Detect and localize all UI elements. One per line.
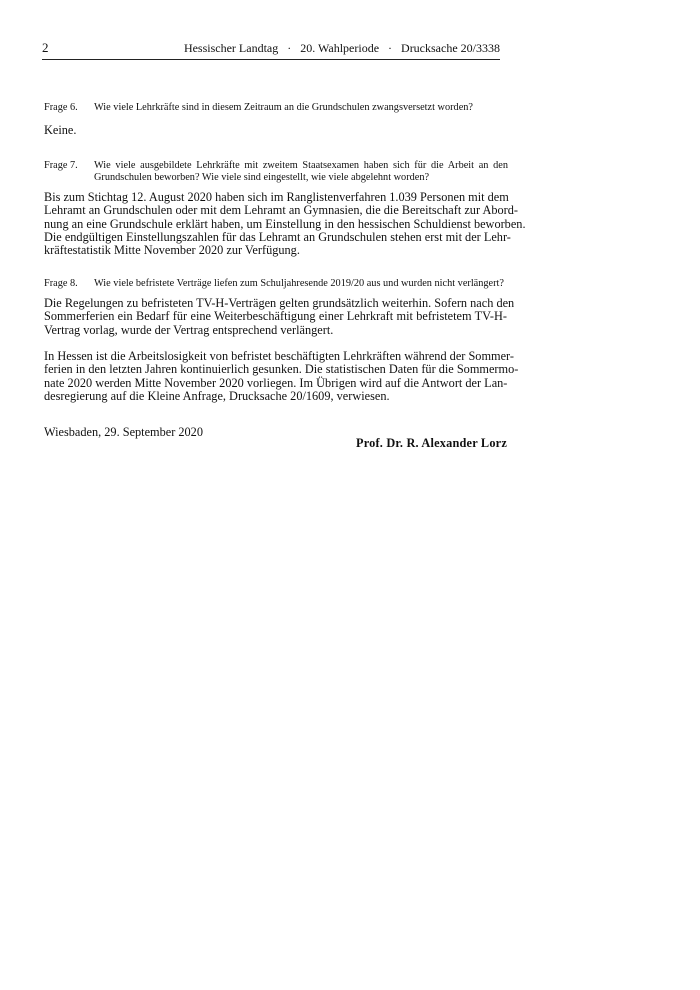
answer-line: nung an eine Grundschule erklärt haben, um Einstellung in den hessischen Schuldienst beworben. bbox=[44, 216, 526, 231]
answer-7 bbox=[44, 190, 526, 258]
place-date: Wiesbaden, 29. September 2020 bbox=[44, 425, 203, 439]
answer-line: nate 2020 werden Mitte November 2020 vorliegen. Im Übrigen wird auf die Antwort der Lan- bbox=[44, 375, 508, 390]
answer-line: In Hessen ist die Arbeitslosigkeit von befristet beschäftigten Lehrkräften während der Sommer- bbox=[44, 349, 514, 363]
answer-line: Lehramt an Grundschulen oder mit dem Lehramt an Gymnasien, die die Bereitschaft zur Abord- bbox=[44, 203, 518, 218]
running-title: Hessischer Landtag · 20. Wahlperiode · Drucksache 20/3338 bbox=[183, 41, 500, 55]
page-header bbox=[42, 41, 500, 60]
answer-line: desregierung auf die Kleine Anfrage, Drucksache 20/1609, verwiesen. bbox=[44, 388, 390, 403]
question-text: Wie viele ausgebildete Lehrkräfte mit zweitem Staatsexamen haben sich für die Arbeit an den Grundschulen beworben? Wie viele sind eingestellt, wie viele abgelehnt worden? bbox=[94, 160, 508, 183]
question-7 bbox=[44, 160, 508, 184]
answer-line: ferien in den letzten Jahren kontinuierlich gesunken. Die statistischen Daten für die Sommermo- bbox=[44, 362, 519, 377]
answer-line: kräftestatistik Mitte November 2020 zur Verfügung. bbox=[44, 243, 300, 258]
question-text: Wie viele befristete Verträge liefen zum Schuljahresende 2019/20 aus und wurden nicht verlängert? bbox=[94, 278, 504, 289]
question-8 bbox=[44, 278, 508, 290]
answer-line: Die endgültigen Einstellungszahlen für das Lehramt an Grundschulen stehen erst mit der Lehr- bbox=[44, 229, 511, 244]
answer-line: Sommerferien ein Bedarf für eine Weiterbeschäftigung einer Lehrkraft mit befristetem TV-H- bbox=[44, 309, 507, 324]
answer-6: Keine. bbox=[44, 123, 77, 137]
answer-8-part-2 bbox=[44, 349, 519, 403]
question-label: Frage 8. bbox=[44, 278, 78, 289]
answer-line: Vertrag vorlag, wurde der Vertrag entsprechend verlängert. bbox=[44, 322, 334, 337]
question-6 bbox=[44, 102, 508, 114]
question-label: Frage 7. bbox=[44, 160, 78, 171]
answer-line: Bis zum Stichtag 12. August 2020 haben sich im Ranglistenverfahren 1.039 Personen mit dem bbox=[44, 190, 509, 204]
question-label: Frage 6. bbox=[44, 102, 78, 113]
answer-line: Die Regelungen zu befristeten TV-H-Verträgen gelten grundsätzlich weiterhin. Sofern nach den bbox=[44, 296, 515, 310]
page-number: 2 bbox=[42, 40, 49, 55]
signature: Prof. Dr. R. Alexander Lorz bbox=[355, 436, 507, 450]
question-text: Wie viele Lehrkräfte sind in diesem Zeitraum an die Grundschulen zwangsversetzt worden? bbox=[94, 102, 473, 113]
answer-8-part-1 bbox=[44, 296, 515, 337]
